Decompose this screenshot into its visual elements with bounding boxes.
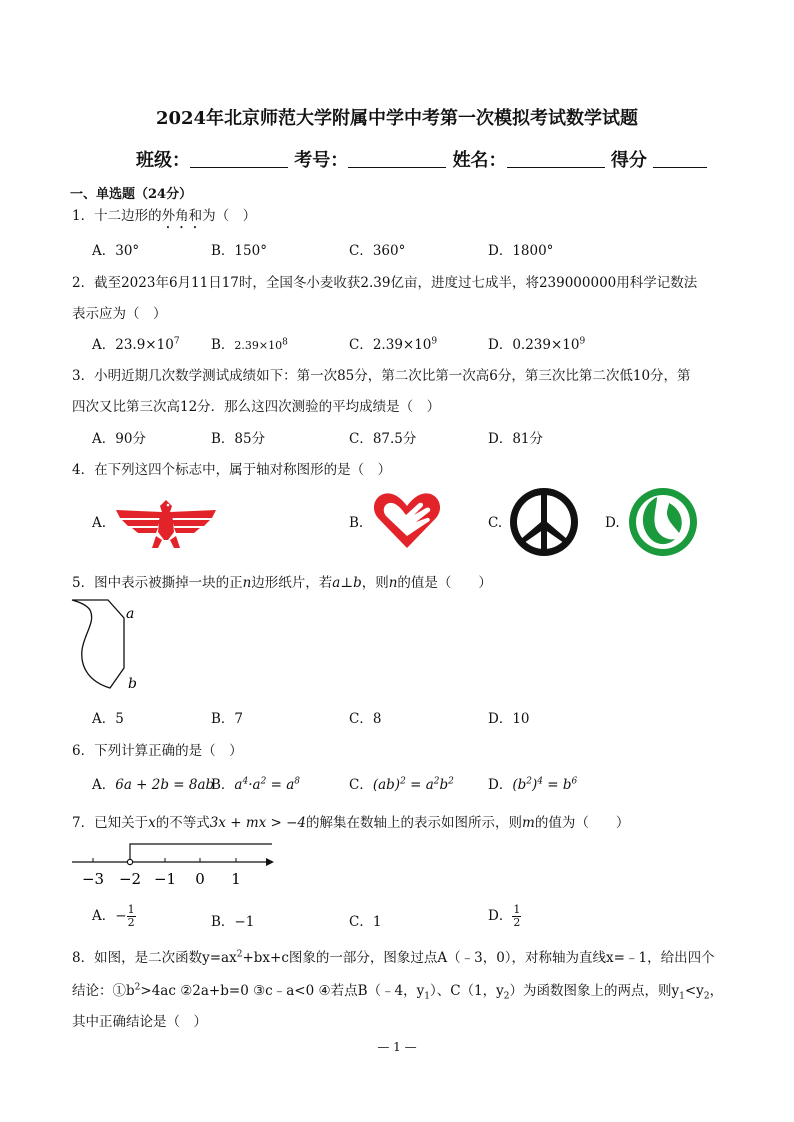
class-label: 班级： bbox=[136, 150, 190, 171]
q2-option-a[interactable]: A．$23.9\times 10^7$ bbox=[92, 336, 180, 353]
q3-option-d[interactable]: D．81分 bbox=[488, 431, 544, 447]
q5-option-c[interactable]: C．8 bbox=[349, 711, 382, 727]
q1-option-b[interactable]: B．150° bbox=[211, 243, 267, 259]
student-info-line bbox=[136, 146, 707, 172]
q7-option-b[interactable]: B．−1 bbox=[211, 914, 255, 930]
q1-stem-pre: 1．十二边形的 bbox=[72, 208, 162, 224]
q3-option-a[interactable]: A．90分 bbox=[92, 431, 146, 447]
torn-polygon-figure bbox=[66, 596, 156, 696]
q4-label-c[interactable]: C. bbox=[488, 515, 503, 531]
question-7-stem: 7．已知关于x的不等式3x + mx > −4的解集在数轴上的表示如图所示，则m的值为（ ） bbox=[72, 815, 630, 831]
q6-option-b[interactable]: B．$a^4\cdot a^2 = a^8$ bbox=[211, 776, 300, 793]
question-6-stem: 6．下列计算正确的是（ ） bbox=[72, 743, 243, 759]
section-heading: 一、单选题（24分） bbox=[70, 187, 193, 202]
q4-label-a[interactable]: A. bbox=[92, 515, 107, 531]
score-blank[interactable] bbox=[653, 151, 707, 168]
tick-label-neg1: −1 bbox=[153, 870, 177, 888]
q5-option-d[interactable]: D．10 bbox=[488, 711, 530, 727]
q5-option-a[interactable]: A．5 bbox=[92, 711, 124, 727]
q1-option-d[interactable]: D．1800° bbox=[488, 243, 554, 259]
q4-label-d[interactable]: D. bbox=[605, 515, 620, 531]
q1-stem-post: 为（ ） bbox=[202, 208, 257, 224]
q6-option-a[interactable]: A．6a + 2b = 8ab bbox=[92, 777, 215, 793]
green-leaf-logo-icon bbox=[627, 487, 699, 557]
tick-label-1: 1 bbox=[231, 870, 241, 888]
peace-symbol-icon bbox=[509, 487, 579, 557]
q1-option-c[interactable]: C．360° bbox=[349, 243, 406, 259]
q6-option-c[interactable]: C．$(ab)^2 = a^2b^2$ bbox=[349, 776, 454, 793]
tick-label-0: 0 bbox=[195, 870, 205, 888]
question-2-line1: 2．截至2023年6月11日17时，全国冬小麦收获2.39亿亩，进度过七成半，将239000000用科学记数法 bbox=[72, 275, 698, 291]
tick-label-neg2: −2 bbox=[118, 870, 142, 888]
q5-option-b[interactable]: B．7 bbox=[211, 711, 244, 727]
q3-option-c[interactable]: C．87.5分 bbox=[349, 431, 417, 447]
exam-no-label: 考号： bbox=[294, 150, 349, 171]
q1-stem-emphasis: 外角和 bbox=[161, 208, 203, 224]
q2-option-b[interactable]: B．$2.39\times 10^8$ bbox=[211, 337, 288, 353]
q7-option-c[interactable]: C．1 bbox=[349, 914, 382, 930]
name-blank[interactable] bbox=[507, 151, 605, 168]
q3-option-b[interactable]: B．85分 bbox=[211, 431, 266, 447]
q2-option-c[interactable]: C．$2.39\times 10^9$ bbox=[349, 336, 438, 353]
question-2-line2: 表示应为（ ） bbox=[72, 306, 167, 322]
class-blank[interactable] bbox=[190, 151, 288, 168]
eagle-logo-icon bbox=[116, 496, 216, 548]
score-label: 得分 bbox=[610, 150, 647, 171]
exam-no-blank[interactable] bbox=[348, 151, 446, 168]
q1-option-a[interactable]: A．30° bbox=[92, 243, 140, 259]
label-b: b bbox=[128, 676, 137, 692]
question-3-line2: 四次又比第三次高12分．那么这四次测验的平均成绩是（ ） bbox=[72, 399, 441, 415]
name-label: 姓名： bbox=[452, 150, 507, 171]
page-number: — 1 — bbox=[377, 1040, 417, 1054]
question-8-line3: 其中正确结论是（ ） bbox=[72, 1014, 207, 1030]
q2-option-d[interactable]: D．$0.239\times 10^9$ bbox=[488, 336, 586, 353]
page-title: 2024年北京师范大学附属中学中考第一次模拟考试数学试题 bbox=[155, 108, 639, 129]
q6-option-d[interactable]: D．$(b^2)^4 = b^6$ bbox=[488, 776, 578, 793]
question-5-stem: 5．图中表示被撕掉一块的正n边形纸片，若a⊥b，则n的值是（ ） bbox=[72, 575, 492, 591]
question-1-stem bbox=[72, 204, 256, 232]
tick-label-neg3: −3 bbox=[81, 870, 105, 888]
question-4-stem: 4．在下列这四个标志中，属于轴对称图形的是（ ） bbox=[72, 462, 392, 478]
question-8-line2: 结论：$①b^2>4ac$ ②2a+b=0 ③c﹣a<0 ④若点B（﹣4，$y_1$）、C（1，$y_2$）为函数图象上的两点，则$y_1<y_2$， bbox=[72, 982, 724, 1002]
q4-label-b[interactable]: B. bbox=[349, 515, 364, 531]
q7-option-d[interactable]: D． $\frac{1}{2}$ bbox=[488, 903, 521, 929]
q7-option-a[interactable]: A．− $\frac{1}{2}$ bbox=[92, 903, 135, 929]
question-8-line1: 8．如图，是二次函数$y=ax^2+bx+c$图象的一部分，图象过点A（﹣3，0），对称轴为直线x=﹣1，给出四个 bbox=[72, 949, 715, 966]
label-a: a bbox=[126, 606, 135, 622]
heart-hand-logo-icon bbox=[372, 488, 442, 552]
number-line-figure bbox=[68, 838, 278, 890]
question-3-line1: 3．小明近期几次数学测试成绩如下：第一次85分，第二次比第一次高6分，第三次比第二次低10分，第 bbox=[72, 368, 691, 384]
